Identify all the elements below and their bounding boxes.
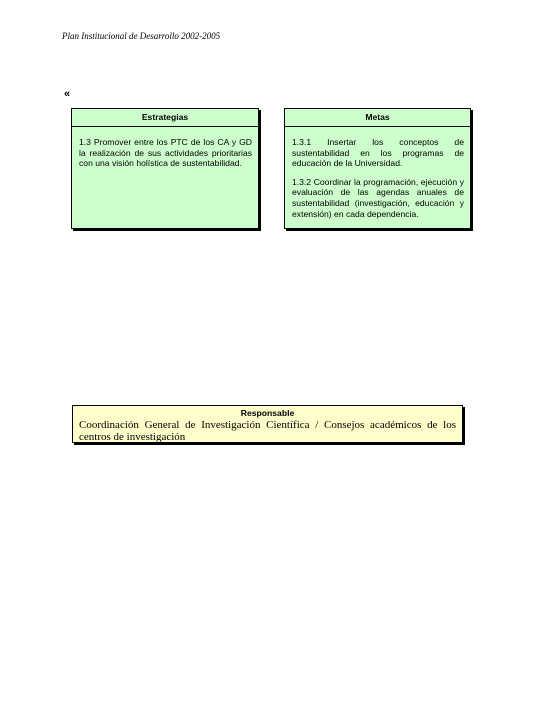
bullet-icon: « — [64, 88, 69, 100]
goals-body — [285, 127, 470, 219]
goal-item: 1.3.1 Insertar los conceptos de sustentabilidad en los programas de educación de la Universidad. — [292, 137, 464, 169]
strategies-title: Estrategias — [72, 109, 258, 127]
strategies-box — [71, 108, 259, 229]
strategies-text: 1.3 Promover entre los PTC de los CA y GD la realización de sus actividades prioritarias con una visión holística de sustentabilidad. — [79, 137, 252, 169]
goals-box — [284, 108, 471, 229]
responsible-text: Coordinación General de Investigación Científica / Consejos académicos de los centros de investigación — [79, 419, 456, 443]
goal-item: 1.3.2 Coordinar la programación, ejecución y evaluación de las agendas anuales de sustentabilidad (investigación, educación y extensión) en cada dependencia. — [292, 176, 464, 219]
responsible-title: Responsable — [240, 408, 295, 418]
goals-title: Metas — [285, 109, 470, 127]
page-header: Plan Institucional de Desarrollo 2002-2005 — [62, 31, 221, 41]
responsible-box — [72, 405, 463, 443]
